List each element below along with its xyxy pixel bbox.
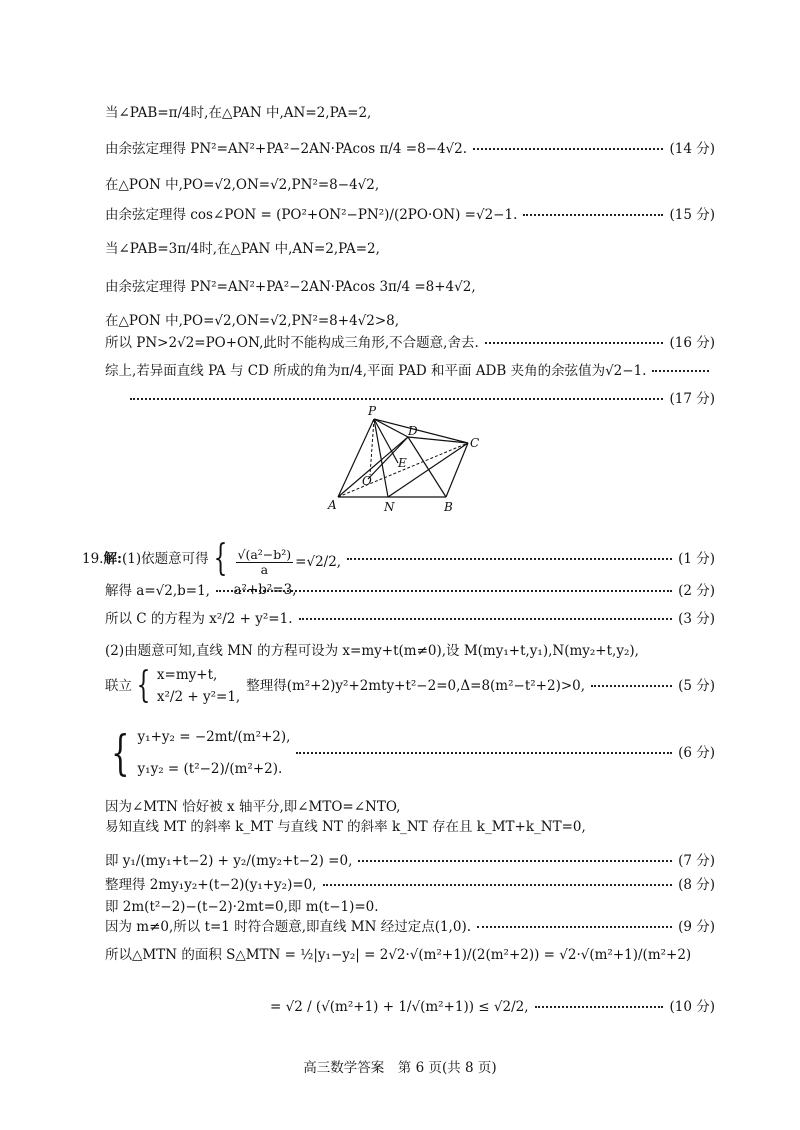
leader-dots [485,342,664,344]
q19-line-9 [105,852,715,870]
score-2: (2 分) [678,583,715,599]
line-9 [105,362,715,380]
q19-line-7 [105,798,715,816]
label-e: E [398,456,407,470]
q19-p11: 即 2m(t²−2)−(t−2)·2mt=0,即 m(t−1)=0. [105,899,379,915]
score-10: (10 分) [669,999,715,1015]
eq2: x²/2 + y²=1, [156,689,241,705]
q19-line-8 [105,818,715,836]
q19-line-4 [105,642,715,660]
brace-icon: { [111,725,130,781]
label-b: B [444,500,453,514]
label-c: C [470,436,480,450]
leader-dots [473,148,663,150]
score-8: (8 分) [678,877,715,893]
label-a: A [328,498,337,512]
q19-line-11 [105,898,715,916]
text-l9: 综上,若异面直线 PA 与 CD 所成的角为π/4,平面 PAD 和平面 ADB 夹角的余弦值为√2−1. [105,363,647,379]
question-number: 19. [82,550,104,567]
leader-dots [477,926,672,928]
leader-dots [323,884,673,886]
score-6: (6 分) [678,745,715,761]
leader-dots [591,685,672,687]
q19-p5-lead: 联立 [105,678,132,694]
text-l6: 由余弦定理得 PN²=AN²+PA²−2AN·PAcos 3π/4 =8+4√2, [105,279,476,295]
score-1: (1 分) [678,550,715,567]
q19-line-6 [105,725,715,781]
score-9: (9 分) [678,919,715,935]
line-6 [105,278,715,296]
score-14: (14 分) [669,141,715,157]
q19-p10: 整理得 2my₁y₂+(t−2)(y₁+y₂)=0, [105,877,317,893]
system-eq [157,666,240,706]
q19-line-12 [105,918,715,936]
label-p: P [368,405,377,418]
leader-dots [652,370,709,372]
text-l3: 在△PON 中,PO=√2,ON=√2,PN²=8−4√2, [105,177,380,193]
q19-p8: 易知直线 MT 的斜率 k_MT 与直线 NT 的斜率 k_NT 存在且 k_MT+k_NT=0, [105,819,586,835]
text-l1: 当∠PAB=π/4时,在△PAN 中,AN=2,PA=2, [105,105,372,121]
q19-line-14 [270,998,715,1016]
score-5: (5 分) [678,678,715,694]
leader-dots [216,590,672,592]
q19-p5-rest: 整理得(m²+2)y²+2mty+t²−2=0,Δ=8(m²−t²+2)>0, [246,678,586,694]
q19-line-5 [105,666,715,706]
jie-label: 解: [103,550,122,567]
leader-dots [347,558,672,560]
q19-p14: = √2 / (√(m²+1) + 1/√(m²+1)) ≤ √2/2, [270,999,529,1015]
leader-dots [299,618,673,620]
eq1: x=my+t, [156,667,218,683]
pyramid-figure [320,405,500,520]
q19-p12: 因为 m≠0,所以 t=1 时符合题意,即直线 MN 经过定点(1,0). [105,919,471,935]
leader-dots [523,214,663,216]
q19-line-2 [105,582,715,600]
frac-num: √(a²−b²) [237,547,292,562]
line-7 [105,312,715,330]
line-4 [105,206,715,224]
q19-p7: 因为∠MTN 恰好被 x 轴平分,即∠MTO=∠NTO, [105,799,401,815]
eq1: y₁+y₂ = −2mt/(m²+2), [137,729,291,745]
text-l2: 由余弦定理得 PN²=AN²+PA²−2AN·PAcos π/4 =8−4√2. [105,141,468,157]
eq2: a²+b²=3, [233,582,297,598]
score-7: (7 分) [678,853,715,869]
text-l8: 所以 PN>2√2=PO+ON,此时不能构成三角形,不合题意,舍去. [105,335,479,351]
score-15: (15 分) [669,207,715,223]
q19-line-13 [105,946,715,964]
text-l7: 在△PON 中,PO=√2,ON=√2,PN²=8+4√2>8, [105,313,400,329]
text-l4: 由余弦定理得 cos∠PON = (PO²+ON²−PN²)/(2PO·ON) =√2−1. [105,207,518,223]
q19-p1-intro: (1)依题意可得 [121,550,209,567]
brace-icon: { [136,665,151,706]
q19-line-3 [105,610,715,628]
eq-rhs: =√2/2, [295,554,342,570]
line-8 [105,334,715,352]
q19-p9: 即 y₁/(my₁+t−2) + y₂/(my₂+t−2) =0, [105,853,353,869]
leader-dots [296,752,672,754]
score-3: (3 分) [678,611,715,627]
eq2: y₁y₂ = (t²−2)/(m²+2). [137,761,283,777]
leader-dots [130,398,663,400]
label-n: N [384,500,395,514]
label-o: O [362,474,372,488]
frac-den: a [260,562,269,577]
leader-dots [535,1006,664,1008]
score-16: (16 分) [669,335,715,351]
score-17: (17 分) [669,391,715,407]
brace-icon: { [213,537,227,579]
q19-p13: 所以△MTN 的面积 S△MTN = ½|y₁−y₂| = 2√2·√(m²+1)/(2(m²+2)) = √2·√(m²+1)/(m²+2) [105,947,692,963]
line-1 [105,104,715,122]
page-footer: 高三数学答案 第 6 页(共 8 页) [303,1060,497,1076]
line-2 [105,140,715,158]
line-3 [105,176,715,194]
leader-dots [358,860,672,862]
q19-p3: 所以 C 的方程为 x²/2 + y²=1. [105,611,293,627]
q19-p4: (2)由题意可知,直线 MN 的方程可设为 x=my+t(m≠0),设 M(my₁+t,y₁),N(my₂+t,y₂), [105,643,639,659]
q19-p2: 解得 a=√2,b=1, [105,583,210,599]
system-eq [138,728,291,778]
q19-line-10 [105,876,715,894]
text-l5: 当∠PAB=3π/4时,在△PAN 中,AN=2,PA=2, [105,241,380,257]
label-d: D [408,424,418,438]
line-5 [105,240,715,258]
